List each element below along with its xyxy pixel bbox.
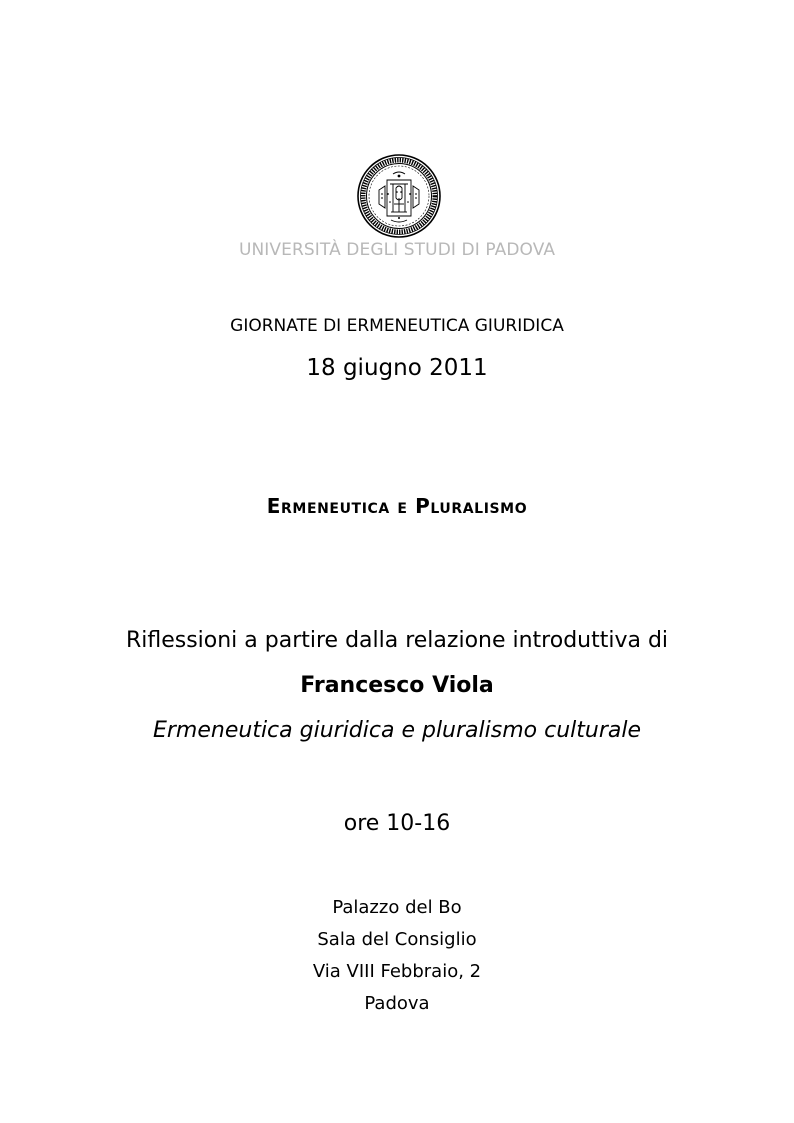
event-date: 18 giugno 2011 xyxy=(306,355,488,381)
university-seal-icon xyxy=(357,154,441,238)
event-time: ore 10-16 xyxy=(343,811,451,836)
talk-title: Ermeneutica giuridica e pluralismo culturale xyxy=(152,718,641,743)
event-main-title: Ermeneutica e Pluralismo xyxy=(266,494,528,518)
venue-street: Via VIII Febbraio, 2 xyxy=(312,961,482,982)
venue-building: Palazzo del Bo xyxy=(332,897,462,918)
university-name: UNIVERSITÀ DEGLI STUDI DI PADOVA xyxy=(238,240,556,260)
venue-city: Padova xyxy=(364,993,430,1014)
event-series-title: GIORNATE DI ERMENEUTICA GIURIDICA xyxy=(230,316,564,336)
speaker-name: Francesco Viola xyxy=(300,673,494,698)
talk-intro: Riflessioni a partire dalla relazione introduttiva di xyxy=(125,628,669,653)
venue-room: Sala del Consiglio xyxy=(317,929,477,950)
